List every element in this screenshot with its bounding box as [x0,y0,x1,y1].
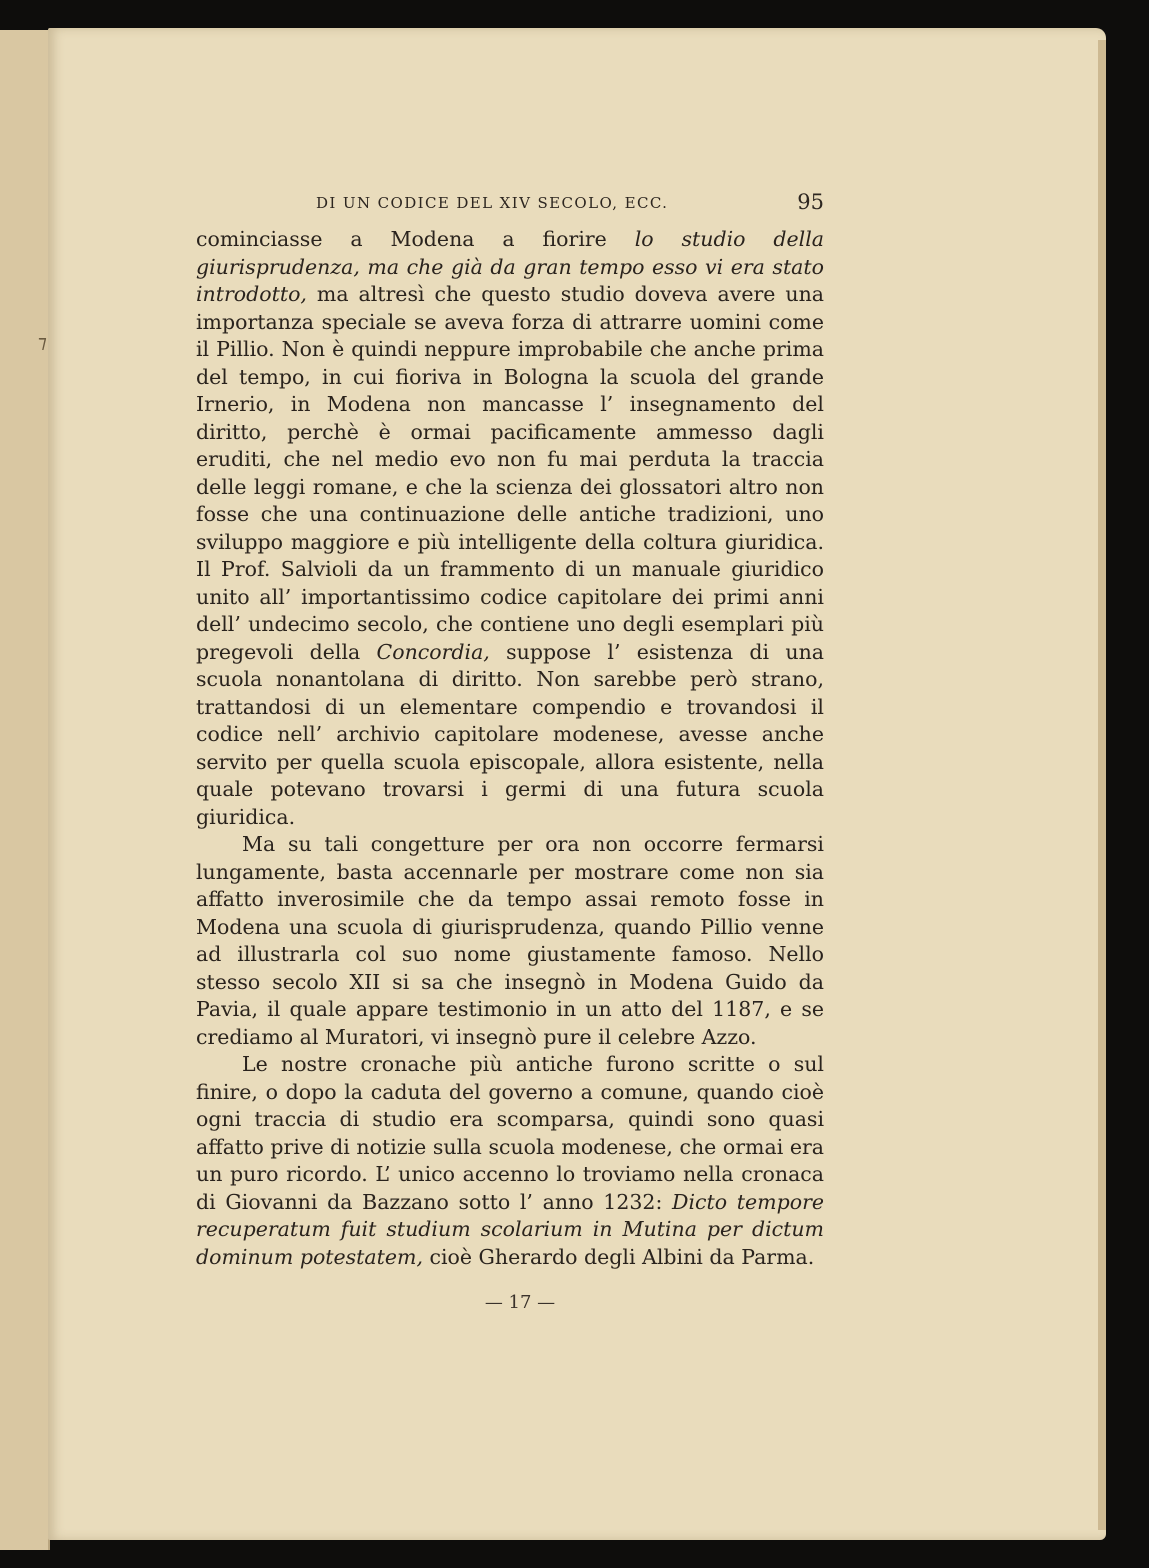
margin-mark: ⁊ [38,332,47,353]
text-segment: cioè Gherardo degli Albini da Parma. [422,1244,815,1269]
italic-text: lo studio della giurisprudenza, ma che già da gran tempo esso vi era stato introdotto, [196,227,824,306]
text-segment: Le nostre cronache più antiche furono scritte o sul finire, o dopo la caduta del governo a comune, quando cioè ogni traccia di studio era scomparsa, quindi sono quasi affatto prive di notizie sulla scuola modenese, che ormai era un puro ricordo. L’ unico accenno lo troviamo nella cronaca di Giovanni da Bazzano sotto l’ anno 1232: [196,1052,824,1214]
running-head [244,190,824,220]
text-segment: ma altresì che questo studio doveva avere una importanza speciale se aveva forza di attrarre uomini come il Pillio. Non è quindi neppure improbabile che anche prima del tempo, in cui fioriva in Bologna la scuola del grande Irnerio, in Modena non mancasse l’ insegnamento del diritto, perchè è ormai pacificamente ammesso dagli eruditi, che nel medio evo non fu mai perduta la traccia delle leggi romane, e che la scienza dei glossatori altro non fosse che una continuazione delle antiche tradizioni, uno sviluppo maggiore e più intelligente della coltura giuridica. Il Prof. Salvioli da un frammento di un manuale giuridico unito all’ importantissimo codice capitolare dei primi anni dell’ undecimo secolo, che contiene uno degli esemplari più pregevoli della [196,282,824,664]
italic-text: Dicto tempore recuperatum fuit studium scolarium in Mutina per dictum dominum potestatem, [196,1189,824,1269]
text-segment: suppose l’ esistenza di una scuola nonantolana di diritto. Non sarebbe però strano, trattandosi di un elementare compendio e trovandosi il codice nell’ archivio capitolare modenese, avesse anche servito per quella scuola episcopale, allora esistente, nella quale potevano trovarsi i germi di una futura scuola giuridica. [196,639,825,829]
italic-text: Concordia, [376,639,490,664]
text-segment: cominciasse a Modena a fiorire [196,227,635,251]
paragraph-2 [196,831,824,1051]
body-text [196,226,824,1271]
page-number: 95 [797,190,824,214]
paragraph-1 [196,226,824,831]
signature-mark: — 17 — [484,1292,556,1313]
text-segment: Ma su tali congetture per ora non occorre fermarsi lungamente, basta accennarle per mostrare come non sia affatto inverosimile che da tempo assai remoto fosse in Modena una scuola di giurisprudenza, quando Pillio venne ad illustrarla col suo nome giustamente famoso. Nello stesso secolo XII si sa che insegnò in Modena Guido da Pavia, il quale appare testimonio in un atto del 1187, e se crediamo al Muratori, vi insegnò pure il celebre Azzo. [196,832,824,1049]
running-title: DI UN CODICE DEL XIV SECOLO, ECC. [316,194,669,212]
previous-page-edge [0,30,50,1550]
paragraph-3 [196,1051,824,1271]
page-fore-edge [1098,40,1106,1530]
